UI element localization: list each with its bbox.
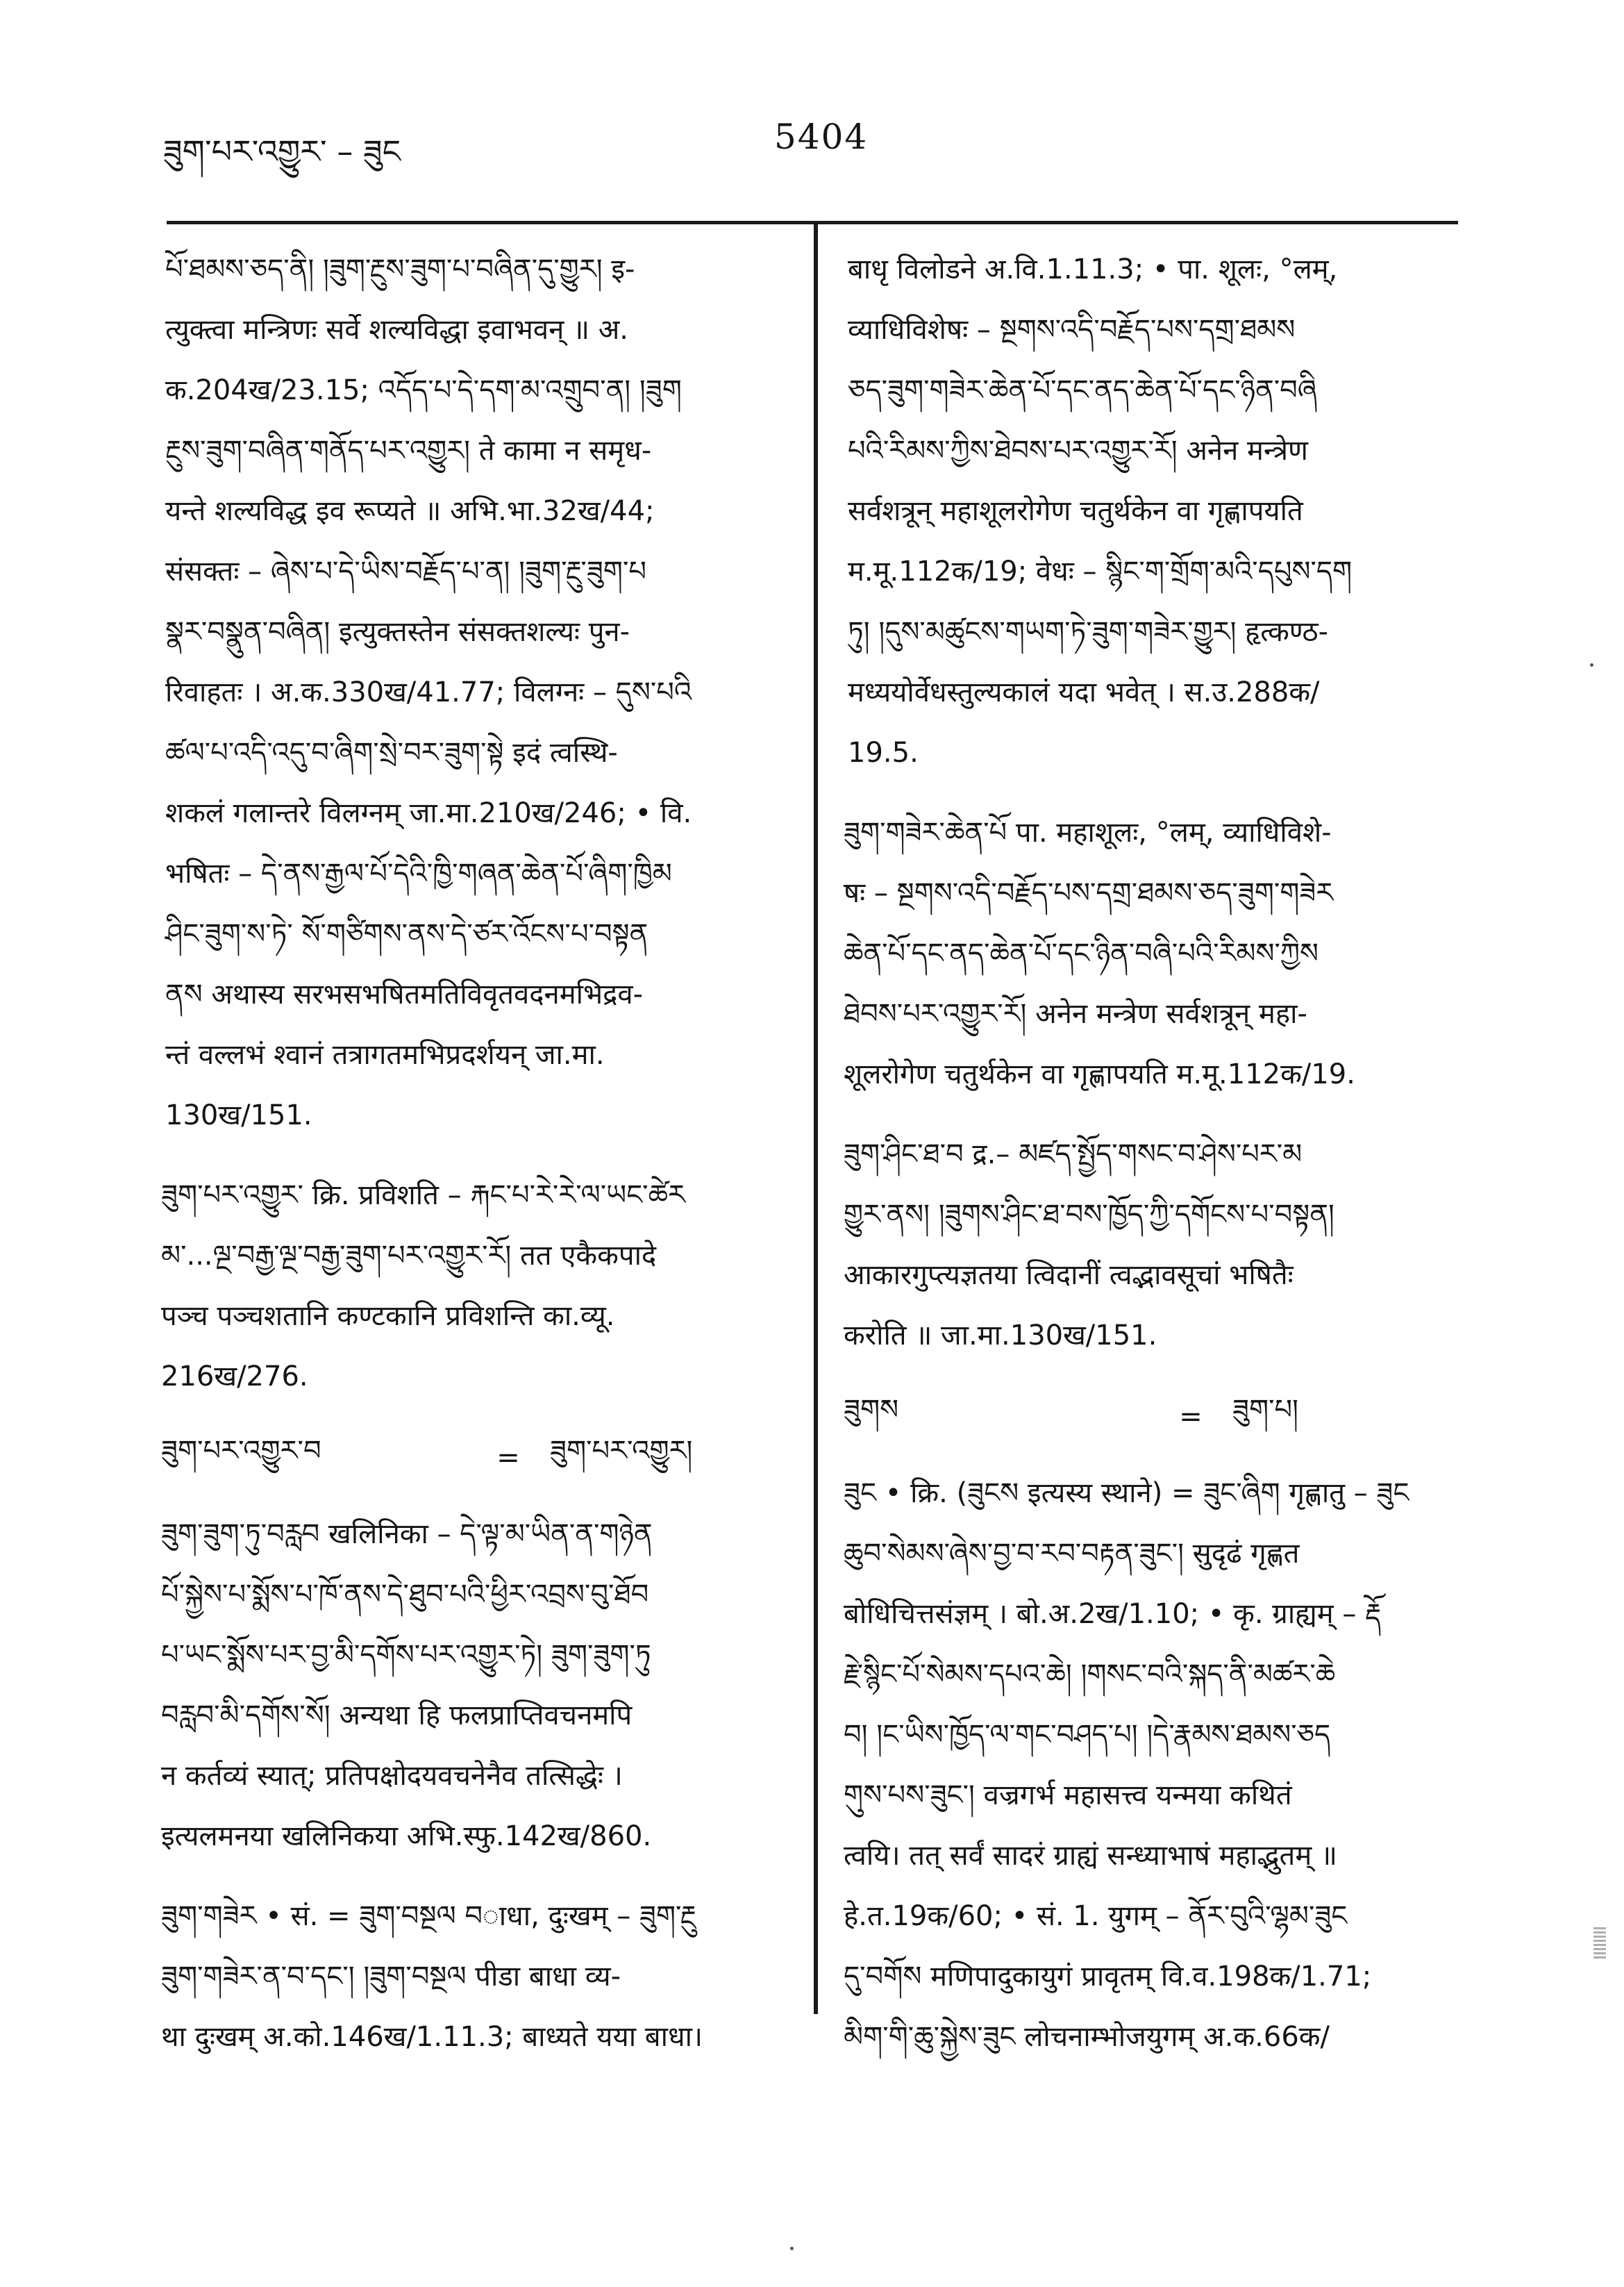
text-line: पञ्च पञ्चशतानि कण्टकानि प्रविशन्ति का.व्यू. bbox=[161, 1300, 615, 1332]
text-line: करोति ॥ जा.मा.130ख/151. bbox=[844, 1320, 1157, 1352]
text-line: གྱུར་ནས། །ཟུགས་ཤིང་ཐ་བས་ཁྱོད་ཀྱི་དགོངས་པ་བསྟན། bbox=[844, 1199, 1334, 1231]
text-line: རྗེ་སྙིང་པོ་སེམས་དཔའ་ཆེ། །གསང་བའི་སྐད་ནི་མཚར་ཆེ bbox=[844, 1658, 1336, 1690]
page-number: 5404 bbox=[774, 117, 869, 157]
equals-sign: = bbox=[496, 1442, 520, 1474]
right-column bbox=[844, 240, 1462, 2087]
entry-headword-line: ཟུག་གཟེར་ཆེན་པོ पा. महाशूलः, °लम्, व्याधिविशे- bbox=[844, 817, 1332, 849]
text-line: हे.त.19क/60; • सं. 1. युगम् – ནོར་བུའི་ལྷམ་ཟུང bbox=[844, 1900, 1348, 1932]
entry-headword-line: ཟུག་ཟུག་ཏུ་བརླབ खलिनिका – དེ་ལྟ་མ་ཡིན་ན་གཉེན bbox=[161, 1518, 653, 1550]
text-line: 130ख/151. bbox=[165, 1099, 312, 1131]
text-line: པོ་སྐྱེས་པ་སྨོས་པ་ཁོ་ནས་དེ་ཐུབ་པའི་ཕྱིར་འབྲས་བུ་ཐོབ bbox=[161, 1579, 649, 1611]
cross-reference-target: ཟུག་པ། bbox=[1232, 1393, 1299, 1426]
scan-dot bbox=[790, 2247, 794, 2250]
dictionary-entry bbox=[844, 803, 1462, 1105]
header-rule bbox=[167, 221, 1458, 224]
text-line: ཤིང་ཟུག་ས་ཏེ་ སོ་གཙིགས་ནས་དེ་ཙར་འོངས་པ་བསྟན bbox=[165, 918, 648, 950]
text-line: भषितः – དེ་ནས་རྒྱལ་པོ་དེའི་ཁྱི་གཞན་ཆེན་པོ་ཞིག་ཁྱིམ bbox=[165, 858, 672, 890]
text-line: ཅད་ཟུག་གཟེར་ཆེན་པོ་དང་ནད་ཆེན་པོ་དང་ཉིན་བཞི bbox=[848, 374, 1317, 406]
text-line: इत्यलमनया खलिनिकया अभि.स्फु.142ख/860. bbox=[161, 1820, 652, 1852]
running-headword-range: ཟུག་པར་འགྱུར་ – ཟུང bbox=[163, 133, 401, 170]
text-line: मध्ययोर्वेधस्तुल्यकालं यदा भवेत् । स.उ.288क/ bbox=[848, 676, 1320, 708]
entry-continuation bbox=[844, 240, 1462, 783]
text-line: རྔུས་ཟུག་བཞིན་གནོད་པར་འགྱུར། ते कामा न समृध- bbox=[165, 435, 652, 467]
entry-headword-line: ཟུག་ཤིང་ཐ་བ द्र.– མཛད་སྤྱོད་གསང་བ་ཤེས་པར་མ bbox=[844, 1138, 1303, 1170]
text-line: 216ख/276. bbox=[161, 1361, 308, 1392]
entry-headword-line: ཟུག་པར་འགྱུར་ क्रि. प्रविशति – རྐང་པ་རེ་རེ་ལ་ཡང་ཚེར bbox=[161, 1179, 685, 1211]
entry-headword-line: ཟུག་གཟེར • सं. = ཟུག་བསྔལ བाधा, दुःखम् – ཟུག་རྔུ bbox=[161, 1900, 696, 1932]
text-line: བ། །ང་ཡིས་ཁྱོད་ལ་གང་བཤད་པ། །དེ་རྣམས་ཐམས་ཅད bbox=[844, 1719, 1331, 1751]
cross-reference-headword: ཟུག་པར་འགྱུར་བ bbox=[161, 1434, 321, 1467]
text-line: सर्वशत्रून् महाशूलरोगेण चतुर्थकेन वा गृह्णापयति bbox=[848, 495, 1303, 527]
entry-continuation bbox=[161, 240, 786, 1146]
scan-speckle bbox=[1593, 1927, 1606, 1958]
dictionary-entry bbox=[161, 1504, 786, 1867]
text-line: बाधृ विलोडने अ.वि.1.11.3; • पा. शूलः, °लम्, bbox=[848, 253, 1338, 285]
cross-reference-headword: ཟུགས bbox=[844, 1393, 899, 1426]
entry-headword-line: ཟུང • क्रि. (ཟུངས इत्यस्य स्थाने) = ཟུང་ཞིག गृह्णातु – ཟུང bbox=[844, 1477, 1409, 1509]
cross-reference-target: ཟུག་པར་འགྱུར། bbox=[550, 1434, 693, 1467]
text-line: གུས་པས་ཟུང་། वज्रगर्भ महासत्त्व यन्मया कथितं bbox=[844, 1779, 1292, 1811]
text-line: བརླབ་མི་དགོས་སོ། अन्यथा हि फलप्राप्तिवचनमपि bbox=[161, 1699, 633, 1731]
text-line: था दुःखम् अ.को.146ख/1.11.3; बाध्यते यया बाधा। bbox=[161, 2021, 703, 2053]
text-line: शूलरोगेण चतुर्थकेन वा गृह्णापयति म.मू.112क/19. bbox=[844, 1058, 1355, 1090]
text-line: སྣར་བསྣུན་བཞིན། इत्युक्तस्तेन संसक्तशल्यः पुन- bbox=[165, 616, 630, 648]
text-line: ཐེབས་པར་འགྱུར་རོ། अनेन मन्त्रेण सर्वशत्रून् महा- bbox=[844, 998, 1307, 1030]
text-line: यन्ते शल्यविद्ध इव रूप्यते ॥ अभि.भा.32ख/44; bbox=[165, 495, 655, 527]
text-line: ཟུག་གཟེར་ན་བ་དང་། །ཟུག་བསྔལ पीडा बाधा व्य- bbox=[161, 1961, 621, 1993]
text-line: ཚལ་པ་འདི་འདུ་བ་ཞིག་སྲེ་བར་ཟུག་སྟེ इदं त्वस्थि- bbox=[165, 737, 618, 769]
dictionary-entry bbox=[161, 1886, 786, 2068]
text-line: 19.5. bbox=[848, 737, 919, 769]
text-line: त्युक्त्वा मन्त्रिणः सर्वे शल्यविद्धा इवाभवन् ॥ अ. bbox=[165, 314, 629, 346]
text-line: त्वयि। तत् सर्वं सादरं ग्राह्यं सन्ध्याभाषं महाद्भुतम् ॥ bbox=[844, 1840, 1337, 1872]
text-line: न्तं वल्लभं श्वानं तत्रागतमभिप्रदर्शयन् जा.मा. bbox=[165, 1039, 605, 1071]
text-line: रिवाहतः । अ.क.330ख/41.77; विलग्नः – དུས་པའི bbox=[165, 676, 692, 708]
left-column bbox=[161, 240, 786, 2087]
text-line: མིག་གི་ཆུ་སྐྱེས་ཟུང लोचनाम्भोजयुगम् अ.क.66क/ bbox=[844, 2021, 1330, 2053]
scan-dot bbox=[1590, 663, 1593, 667]
text-line: པོ་ཐམས་ཅད་ནི། །ཟུག་རྔུས་ཟུག་པ་བཞིན་དུ་གྱུར། इ- bbox=[165, 253, 635, 285]
text-line: པའི་རིམས་ཀྱིས་ཐེབས་པར་འགྱུར་རོ། अनेन मन्त्रेण bbox=[848, 435, 1308, 467]
dictionary-entry bbox=[844, 1124, 1462, 1366]
text-line: ནས अथास्य सरभसभषितमतिविवृतवदनमभिद्रव- bbox=[165, 979, 644, 1011]
cross-reference-entry bbox=[844, 1386, 1462, 1448]
text-line: མ་...ལྔ་བརྒྱ་ལྔ་བརྒྱ་ཟུག་པར་འགྱུར་རོ། तत एकैकपादे bbox=[161, 1240, 657, 1272]
text-line: व्याधिविशेषः – སྔགས་འདི་བརྗོད་པས་དགྲ་ཐམས bbox=[848, 314, 1296, 346]
text-line: न कर्तव्यं स्यात्; प्रतिपक्षोदयवचनेनैव तत्सिद्धेः । bbox=[161, 1760, 623, 1792]
text-line: संसक्तः – ཞེས་པ་དེ་ཡིས་བརྗོད་པ་ན། །ཟུག་རྔུ་ཟུག་པ bbox=[165, 556, 646, 588]
text-line: པ་ཡང་སྨོས་པར་བྱ་མི་དགོས་པར་འགྱུར་ཏེ། ཟུག་ཟུག་ཏུ bbox=[161, 1639, 651, 1671]
text-line: ཆེན་པོ་དང་ནད་ཆེན་པོ་དང་ཉིན་བཞི་པའི་རིམས་ཀྱིས bbox=[844, 938, 1319, 970]
dictionary-entry bbox=[161, 1165, 786, 1407]
column-divider bbox=[814, 222, 818, 2014]
text-line: बोधिचित्तसंज्ञम् । बो.अ.2ख/1.10; • कृ. ग्राह्यम् – རྡོ bbox=[844, 1598, 1382, 1630]
text-line: शकलं गलान्तरे विलग्नम् जा.मा.210ख/246; • वि. bbox=[165, 797, 692, 829]
text-line: དུ་བགོས मणिपादुकायुगं प्रावृतम् वि.व.198क/1.71; bbox=[844, 1961, 1372, 1993]
text-line: ཆུབ་སེམས་ཞེས་བྱ་བ་རབ་བརྟན་ཟུང་། सुदृढं गृह्णत bbox=[844, 1538, 1300, 1570]
text-line: म.मू.112क/19; वेधः – སྙིང་ག་གྲོག་མའི་དཔུས་དག bbox=[848, 556, 1353, 588]
text-line: क.204ख/23.15; འདོད་པ་དེ་དག་མ་འགྲུབ་ན། །ཟུག bbox=[165, 374, 682, 406]
text-line: ཏུ། །དུས་མཚུངས་གཡག་ཏེ་ཟུག་གཟེར་གྱུར། हृत्कण्ठ- bbox=[848, 616, 1329, 648]
equals-sign: = bbox=[1179, 1401, 1203, 1433]
cross-reference-entry bbox=[161, 1427, 786, 1489]
text-line: आकारगुप्त्यज्ञतया त्विदानीं त्वद्भावसूचां भषितैः bbox=[844, 1259, 1294, 1291]
dictionary-entry bbox=[844, 1463, 1462, 2068]
text-line: षः – སྔགས་འདི་བརྗོད་པས་དགྲ་ཐམས་ཅད་ཟུག་གཟེར bbox=[844, 877, 1334, 909]
